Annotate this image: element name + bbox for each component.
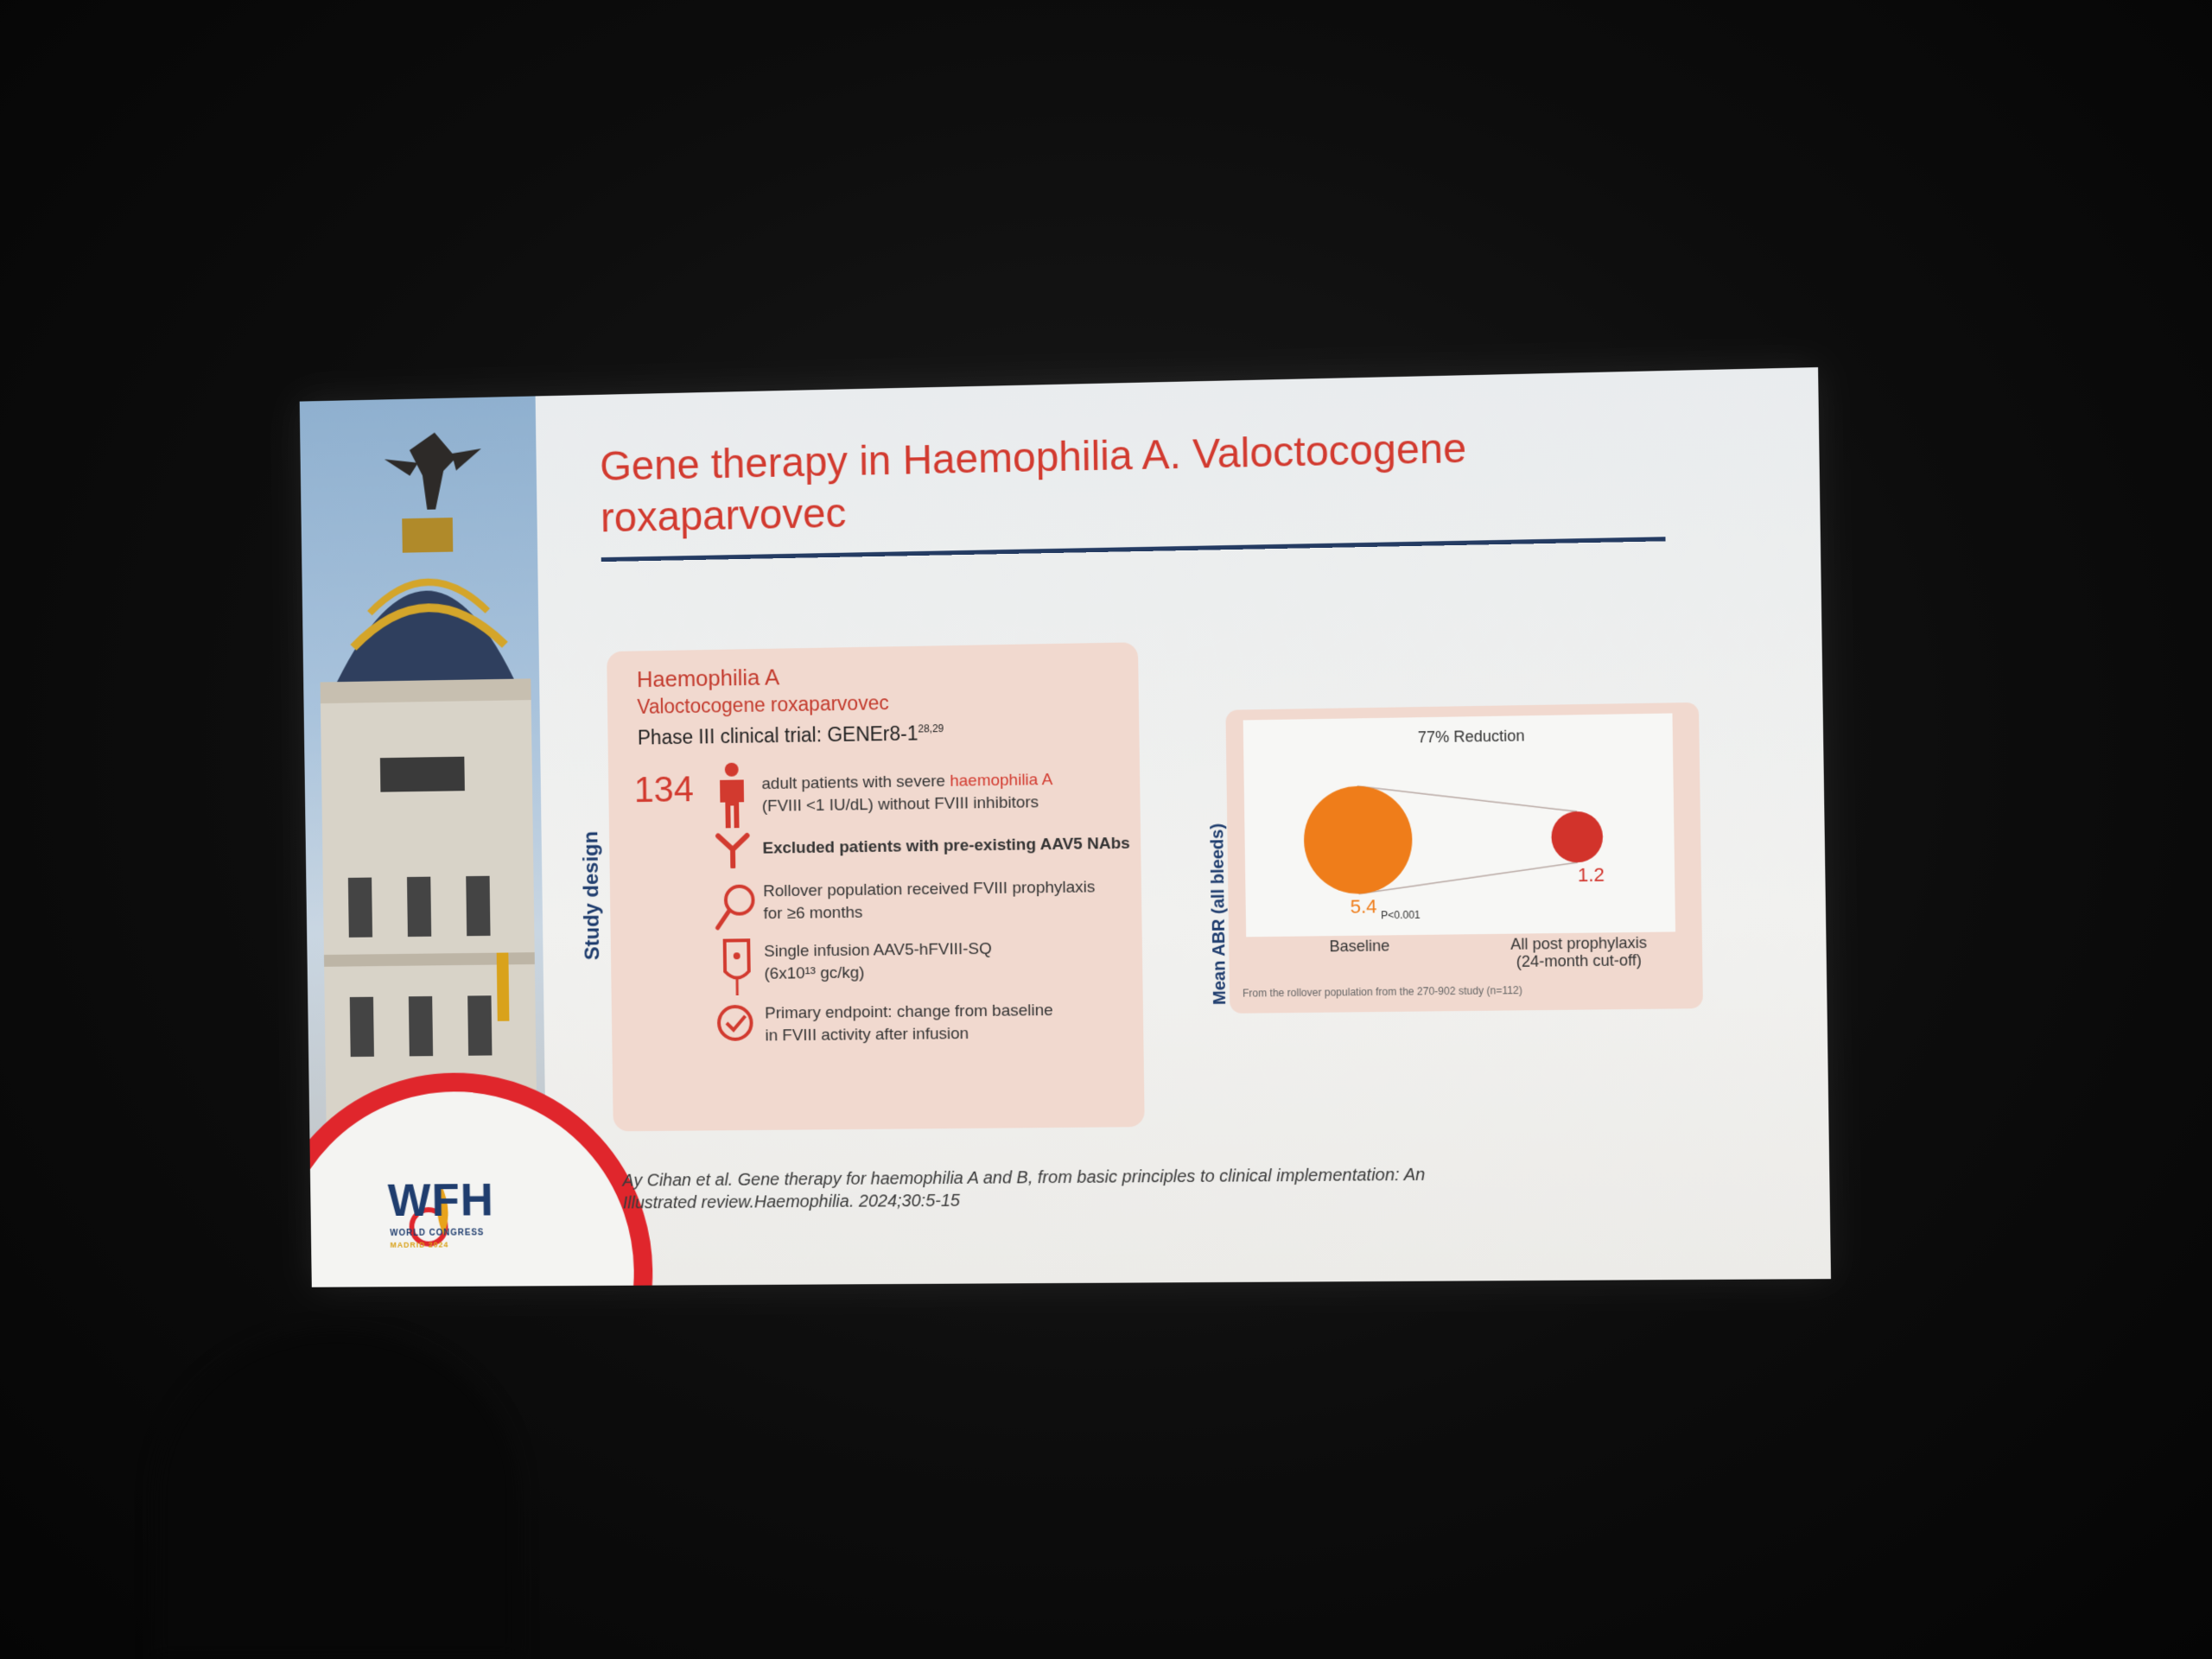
category-tick-label: Baseline xyxy=(1329,937,1390,956)
design-subheading: Valoctocogene roxaparvovec xyxy=(637,691,889,718)
infusion-text: Single infusion AAV5-hFVIII-SQ xyxy=(764,939,992,961)
patient-count: 134 xyxy=(633,768,695,810)
infusion-dose: (6x10¹³ gc/kg) xyxy=(764,963,865,983)
rollover-text: Rollover population received FVIII prophylaxis xyxy=(763,878,1096,901)
person-icon xyxy=(715,760,750,830)
check-circle-icon xyxy=(714,1001,757,1045)
infusion-bag-icon xyxy=(720,937,754,997)
trial-name xyxy=(638,721,944,750)
patients-criteria: (FVIII <1 IU/dL) without FVIII inhibitors xyxy=(761,793,1039,816)
logo-subtitle: WORLD CONGRESS xyxy=(390,1228,485,1238)
primary-endpoint xyxy=(765,1000,1053,1047)
logo-text: WFH xyxy=(387,1173,495,1227)
design-heading: Haemophilia A xyxy=(636,664,780,693)
endpoint-detail: in FVIII activity after infusion xyxy=(765,1025,969,1046)
bubble-value-label: 5.4 xyxy=(1350,895,1377,918)
audience-silhouette xyxy=(156,1331,518,1659)
patients-text: adult patients with severe xyxy=(761,772,950,794)
antibody-icon xyxy=(711,825,754,868)
study-design-label: Study design xyxy=(579,830,605,961)
chart-y-axis-label: Mean ABR (all bleeds) xyxy=(1208,823,1230,1006)
magnifier-icon xyxy=(712,881,760,933)
infusion-details xyxy=(764,938,992,986)
citation-line-2: Illustrated review.Haemophilia. 2024;30:5-15 xyxy=(622,1191,961,1213)
exclusion-criteria: Excluded patients with pre-existing AAV5 NAbs xyxy=(762,834,1130,858)
category-tick-label: All post prophylaxis xyxy=(1510,933,1648,953)
rollover-population xyxy=(763,876,1096,925)
patients-description xyxy=(761,769,1052,818)
trial-refs: 28,29 xyxy=(918,722,944,735)
endpoint-text: Primary endpoint: change from baseline xyxy=(765,1001,1053,1023)
chart-reduction-label: 77% Reduction xyxy=(1417,727,1525,747)
citation xyxy=(622,1162,1573,1214)
projection-screen xyxy=(300,367,1831,1287)
category-tick-label: (24-month cut-off) xyxy=(1516,950,1643,971)
abr-bubble-chart xyxy=(1243,713,1676,988)
bubble-value-label: 1.2 xyxy=(1577,863,1605,887)
trial-name-text: Phase III clinical trial: GENEr8-1 xyxy=(637,721,918,749)
bubble-baseline xyxy=(1303,785,1413,894)
citation-line-1: Ay Cihan et al. Gene therapy for haemophilia A and B, from basic principles to clinical implementation: An xyxy=(622,1165,1426,1191)
bubble-post-prophylaxis xyxy=(1551,811,1603,863)
chart-footnote: From the rollover population from the 270-902 study (n=112) xyxy=(1242,984,1522,1000)
p-value: P<0.001 xyxy=(1381,908,1421,922)
logo-subtitle-location: MADRID 2024 xyxy=(390,1240,449,1249)
rollover-duration: for ≥6 months xyxy=(763,903,863,924)
slide-title: Gene therapy in Haemophilia A. Valoctocogene roxaparvovec xyxy=(599,425,1467,542)
patients-highlight: haemophilia A xyxy=(950,771,1053,791)
